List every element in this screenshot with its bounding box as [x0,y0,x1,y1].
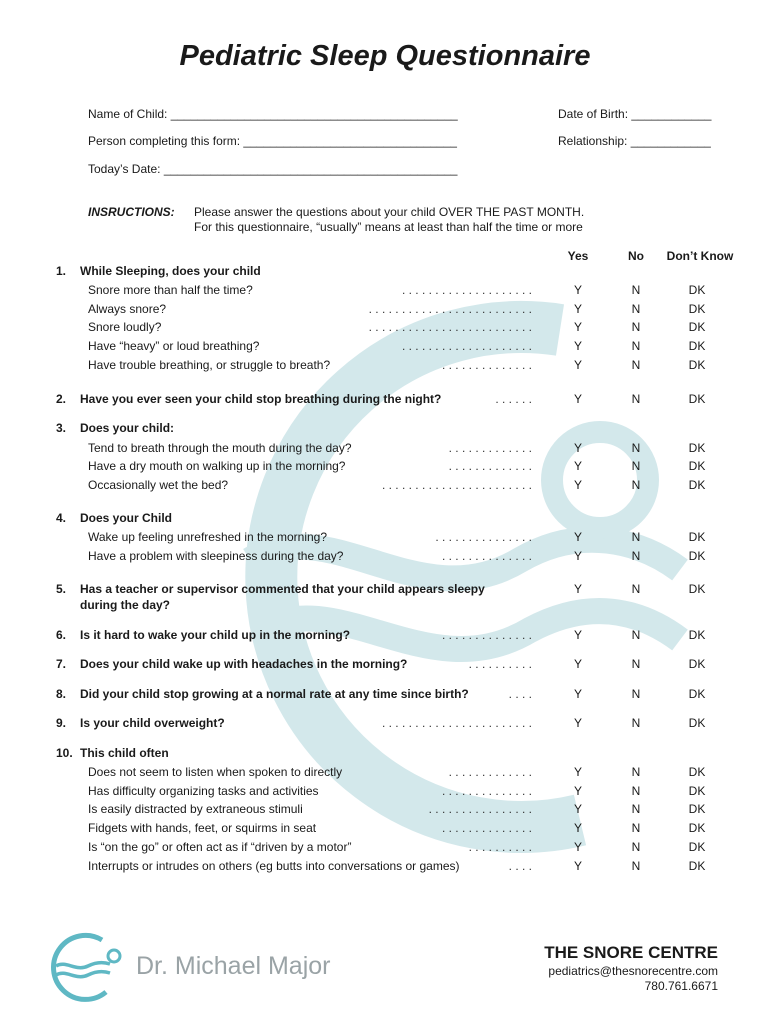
question-number: 6. [56,628,67,642]
instructions-line-2: For this questionnaire, “usually” means at least than half the time or more [194,220,583,234]
answer-yes-q1-2[interactable]: Y [573,302,582,316]
answer-dk-q1-1[interactable]: DK [688,283,706,297]
dot-leader: . . . . . . . . . . . . . . . . . . . . [401,283,532,297]
answer-no-q1-4[interactable]: N [631,339,641,353]
sub-question-text: Interrupts or intrudes on others (eg butts into conversations or games) [88,859,460,873]
dot-leader: . . . . . . . . . . . . . [448,765,532,779]
answer-dk-q8[interactable]: DK [688,687,706,701]
name-of-child-field[interactable]: Name of Child: ___________________________________________ [88,107,458,121]
dot-leader: . . . . . . . . . . . . . . . [435,530,532,544]
instructions-line-1: Please answer the questions about your child OVER THE PAST MONTH. [194,205,585,219]
dot-leader: . . . . . . . . . . . . . . . . . . . . . . . [381,716,532,730]
answer-yes-q10-4[interactable]: Y [573,821,582,835]
answer-dk-q10-4[interactable]: DK [688,821,706,835]
dot-leader: . . . . . . . . . . . . . . . . . . . . [401,339,532,353]
answer-no-q4-2[interactable]: N [631,549,641,563]
question-text: Does your child: [80,421,175,435]
answer-yes-q1-3[interactable]: Y [573,320,582,334]
dot-leader: . . . . . . . . . . . . . [448,441,532,455]
answer-dk-q3-1[interactable]: DK [688,441,706,455]
answer-dk-q1-2[interactable]: DK [688,302,706,316]
clinic-email: pediatrics@thesnorecentre.com [548,964,718,978]
dot-leader: . . . . . . . . . . [468,657,532,671]
page-title: Pediatric Sleep Questionnaire [179,40,591,72]
doctor-name-logo-text: Dr. Michael Major [136,952,331,980]
sub-question-text: Snore more than half the time? [88,283,253,297]
question-text: Has a teacher or supervisor commented that your child appears sleepy [80,582,485,596]
answer-no-q10-2[interactable]: N [631,784,641,798]
sub-question-text: Snore loudly? [88,320,162,334]
answer-yes-q1-4[interactable]: Y [573,339,582,353]
clinic-name: THE SNORE CENTRE [544,943,718,962]
question-number: 2. [56,392,67,406]
todays-date-field[interactable]: Today’s Date: ____________________________________________ [88,162,458,176]
dot-leader: . . . . [508,687,532,701]
question-text: Does your child wake up with headaches in the morning? [80,657,408,671]
answer-yes-q10-5[interactable]: Y [573,840,582,854]
answer-dk-q4-1[interactable]: DK [688,530,706,544]
sub-question-text: Have a dry mouth on walking up in the morning? [88,459,346,473]
answer-dk-q7[interactable]: DK [688,657,706,671]
answer-dk-q10-2[interactable]: DK [688,784,706,798]
sub-question-text: Tend to breath through the mouth during the day? [88,441,352,455]
sub-question-text: Is “on the go” or often act as if “driven by a motor” [88,840,352,854]
question-text: Did your child stop growing at a normal rate at any time since birth? [80,687,469,701]
sub-question-text: Fidgets with hands, feet, or squirms in seat [88,821,317,835]
question-text: This child often [80,746,169,760]
answer-no-q5[interactable]: N [631,582,641,596]
answer-dk-q6[interactable]: DK [688,628,706,642]
answer-no-q1-1[interactable]: N [631,283,641,297]
question-text: While Sleeping, does your child [80,264,261,278]
instructions-label: INSRUCTIONS: [88,205,175,219]
answer-yes-q4-1[interactable]: Y [573,530,582,544]
answer-yes-q8[interactable]: Y [573,687,582,701]
sub-question-text: Has difficulty organizing tasks and activities [88,784,319,798]
snore-centre-logo-icon [44,930,128,1006]
answer-no-q3-3[interactable]: N [631,478,641,492]
answer-no-q10-5[interactable]: N [631,840,641,854]
answer-no-q10-1[interactable]: N [631,765,641,779]
column-dont-know-header: Don’t Know [666,249,734,263]
answer-no-q10-4[interactable]: N [631,821,641,835]
answer-no-q7[interactable]: N [631,657,641,671]
dot-leader: . . . . . . . . . . . . . . [441,784,532,798]
question-number: 8. [56,687,67,701]
answer-no-q6[interactable]: N [631,628,641,642]
answer-dk-q10-1[interactable]: DK [688,765,706,779]
answer-dk-q10-3[interactable]: DK [688,802,706,816]
answer-yes-q1-1[interactable]: Y [573,283,582,297]
answer-dk-q1-5[interactable]: DK [688,358,706,372]
date-of-birth-field[interactable]: Date of Birth: ____________ [558,107,712,121]
question-number: 7. [56,657,67,671]
answer-yes-q4-2[interactable]: Y [573,549,582,563]
answer-yes-q3-1[interactable]: Y [573,441,582,455]
sub-question-text: Does not seem to listen when spoken to directly [88,765,343,779]
answer-dk-q10-5[interactable]: DK [688,840,706,854]
person-completing-field[interactable]: Person completing this form: ________________________________ [88,134,457,148]
answer-yes-q10-3[interactable]: Y [573,802,582,816]
sub-question-text: Have “heavy” or loud breathing? [88,339,260,353]
dot-leader: . . . . . . . . . . . . . . . . . . . . . . . . . [368,302,532,316]
answer-dk-q1-3[interactable]: DK [688,320,706,334]
answer-yes-q10-2[interactable]: Y [573,784,582,798]
answer-dk-q3-3[interactable]: DK [688,478,706,492]
answer-no-q3-2[interactable]: N [631,459,641,473]
sub-question-text: Have trouble breathing, or struggle to breath? [88,358,331,372]
answer-dk-q3-2[interactable]: DK [688,459,706,473]
answer-yes-q5[interactable]: Y [573,582,582,596]
answer-no-q1-3[interactable]: N [631,320,641,334]
dot-leader: . . . . . . . . . . . . . . [441,549,532,563]
dot-leader: . . . . . . . . . . . . . . [441,628,532,642]
answer-yes-q9[interactable]: Y [573,716,582,730]
answer-no-q9[interactable]: N [631,716,641,730]
dot-leader: . . . . . . . . . . . . . . . . . . . . . . . [381,478,532,492]
question-number: 9. [56,716,67,730]
question-number: 10. [56,746,73,760]
dot-leader: . . . . . . . . . . [468,840,532,854]
answer-dk-q5[interactable]: DK [688,582,706,596]
relationship-field[interactable]: Relationship: ____________ [558,134,711,148]
answer-no-q1-2[interactable]: N [631,302,641,316]
clinic-phone: 780.761.6671 [644,979,718,993]
answer-yes-q3-2[interactable]: Y [573,459,582,473]
answer-no-q10-3[interactable]: N [631,802,641,816]
dot-leader: . . . . . . . . . . . . . . . . . . . . . . . . . [368,320,532,334]
question-text: Is it hard to wake your child up in the morning? [80,628,351,642]
answer-dk-q10-6[interactable]: DK [688,859,706,873]
answer-dk-q2[interactable]: DK [688,392,706,406]
answer-yes-q6[interactable]: Y [573,628,582,642]
question-text: Does your Child [80,511,173,525]
question-text-continued: during the day? [80,598,170,612]
answer-no-q2[interactable]: N [631,392,641,406]
dot-leader: . . . . . . . . . . . . . [448,459,532,473]
answer-no-q8[interactable]: N [631,687,641,701]
question-number: 3. [56,421,67,435]
answer-dk-q4-2[interactable]: DK [688,549,706,563]
answer-yes-q10-1[interactable]: Y [573,765,582,779]
answer-dk-q9[interactable]: DK [688,716,706,730]
answer-yes-q1-5[interactable]: Y [573,358,582,372]
answer-no-q1-5[interactable]: N [631,358,641,372]
answer-yes-q7[interactable]: Y [573,657,582,671]
question-number: 5. [56,582,67,596]
dot-leader: . . . . . . . . . . . . . . . . [428,802,532,816]
sub-question-text: Occasionally wet the bed? [88,478,229,492]
question-number: 1. [56,264,67,278]
question-text: Have you ever seen your child stop breathing during the night? [80,392,442,406]
answer-dk-q1-4[interactable]: DK [688,339,706,353]
answer-no-q4-1[interactable]: N [631,530,641,544]
answer-no-q3-1[interactable]: N [631,441,641,455]
sub-question-text: Wake up feeling unrefreshed in the morning? [88,530,328,544]
answer-yes-q2[interactable]: Y [573,392,582,406]
question-text: Is your child overweight? [80,716,225,730]
dot-leader: . . . . [508,859,532,873]
sub-question-text: Is easily distracted by extraneous stimuli [88,802,303,816]
answer-yes-q3-3[interactable]: Y [573,478,582,492]
answer-yes-q10-6[interactable]: Y [573,859,582,873]
sub-question-text: Have a problem with sleepiness during the day? [88,549,344,563]
dot-leader: . . . . . . . . . . . . . . [441,821,532,835]
answer-no-q10-6[interactable]: N [631,859,641,873]
column-no-header: No [628,249,644,263]
dot-leader: . . . . . . [495,392,532,406]
column-yes-header: Yes [567,249,589,263]
question-number: 4. [56,511,67,525]
dot-leader: . . . . . . . . . . . . . . [441,358,532,372]
sub-question-text: Always snore? [88,302,167,316]
